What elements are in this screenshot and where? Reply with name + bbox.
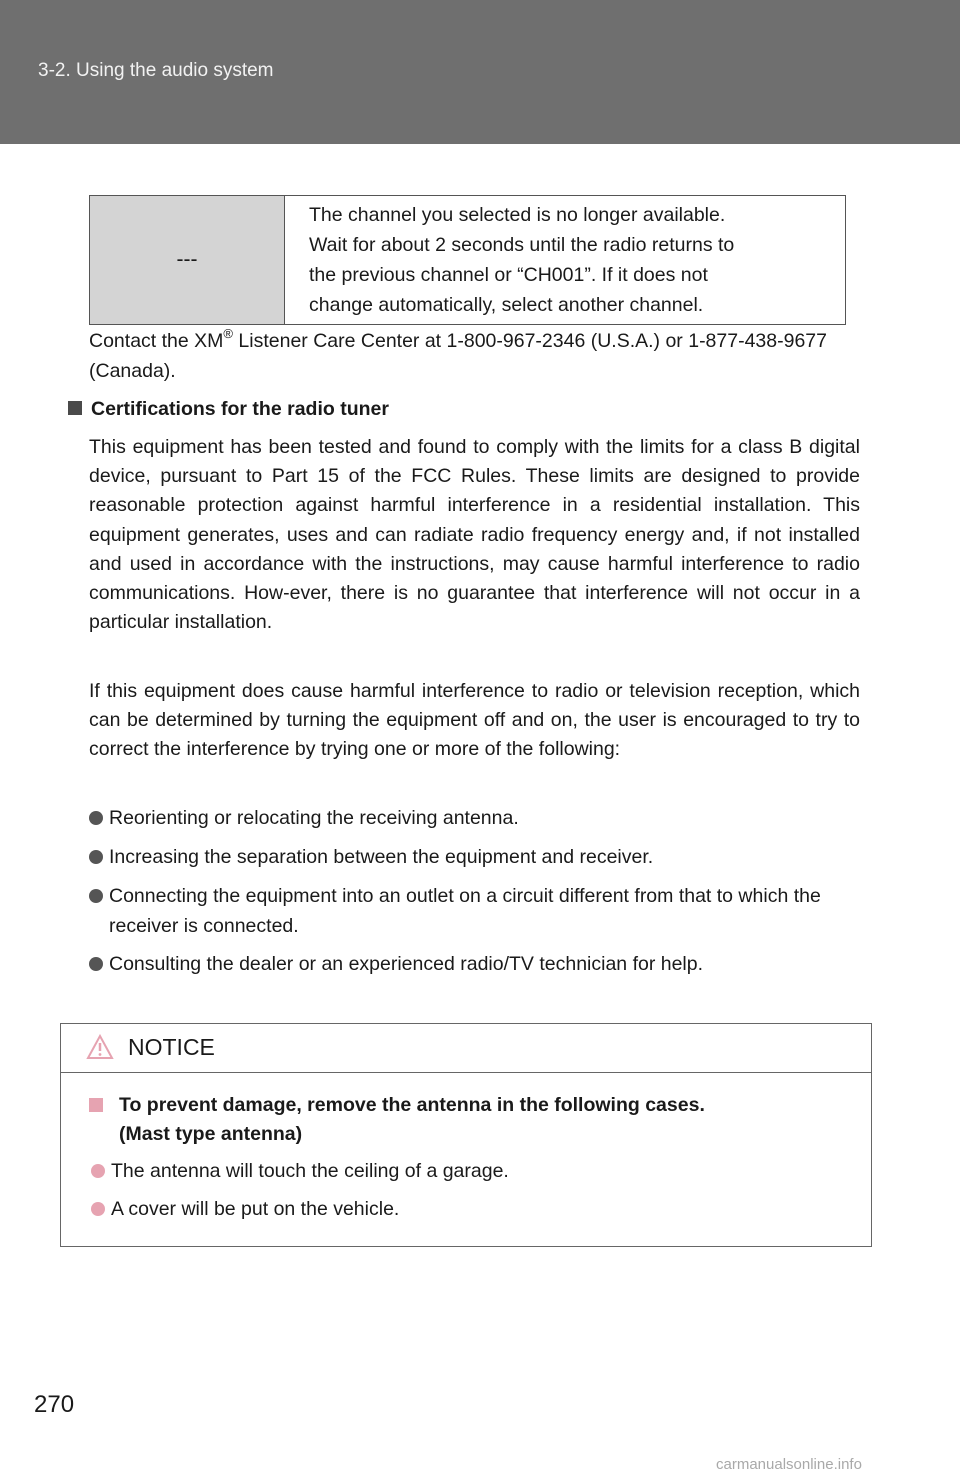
- list-item-text: Consulting the dealer or an experienced radio/TV technician for help.: [109, 953, 704, 975]
- notice-box: [60, 1023, 872, 1247]
- bullet-dot-icon: [89, 850, 103, 864]
- watermark: carmanualsonline.info: [716, 1456, 862, 1473]
- description-line: the previous channel or “CH001”. If it does not: [309, 264, 708, 286]
- section-title: 3-2. Using the audio system: [38, 60, 274, 81]
- bullet-dot-icon: [89, 889, 103, 903]
- square-bullet-icon: [89, 1098, 103, 1112]
- bullet-dot-icon: [91, 1202, 105, 1216]
- description-line: The channel you selected is no longer available.: [309, 204, 726, 226]
- page-number: 270: [34, 1391, 75, 1418]
- contact-part2: Listener Care Center at 1-800-967-2346 (U.S.A.) or 1-877-438-9677 (Canada).: [89, 330, 827, 382]
- certifications-heading: [68, 398, 389, 421]
- description-line: change automatically, select another channel.: [309, 294, 704, 316]
- contact-text: [89, 326, 859, 386]
- certifications-paragraph-2: If this equipment does cause harmful interference to radio or television reception, which can be determined by turning the equipment off and on, the user is encouraged to try to correct the interference by trying one or more of the following:: [89, 680, 860, 761]
- certifications-paragraph-1: This equipment has been tested and found to comply with the limits for a class B digital device, pursuant to Part 15 of the FCC Rules. These limits are designed to provide reasonable protection against harmful interference in a residential installation. This equipment generates, uses and can radiate radio frequency energy and, if not installed and used in accordance with the instructions, may cause harmful interference to radio communications. How-ever, there is no guarantee that interference will not occur in a particular installation.: [89, 436, 860, 634]
- notice-item-text: A cover will be put on the vehicle.: [111, 1198, 400, 1220]
- notice-heading-line: (Mast type antenna): [119, 1123, 303, 1145]
- notice-item-text: The antenna will touch the ceiling of a garage.: [111, 1160, 509, 1182]
- status-table: [89, 195, 846, 325]
- list-item: [89, 881, 859, 941]
- bullet-dot-icon: [89, 957, 103, 971]
- list-item: [89, 803, 859, 833]
- heading-text: Certifications for the radio tuner: [91, 398, 389, 420]
- bullet-dot-icon: [89, 811, 103, 825]
- status-description: [285, 196, 845, 324]
- list-item: [89, 949, 859, 979]
- list-item-text: Connecting the equipment into an outlet on a circuit different from that to which the receiver is connected.: [109, 885, 821, 937]
- list-item: [89, 842, 859, 872]
- notice-heading-line: To prevent damage, remove the antenna in the following cases.: [119, 1094, 705, 1116]
- list-item-text: Reorienting or relocating the receiving antenna.: [109, 807, 519, 829]
- status-code: ---: [90, 196, 285, 324]
- square-bullet-icon: [68, 401, 82, 415]
- contact-part1: Contact the XM: [89, 330, 224, 352]
- page-header: [0, 0, 960, 144]
- list-item-text: Increasing the separation between the equipment and receiver.: [109, 846, 654, 868]
- notice-title: NOTICE: [128, 1034, 215, 1060]
- notice-heading: [91, 1091, 705, 1149]
- registered-mark: ®: [223, 326, 233, 341]
- notice-list-item: [91, 1156, 509, 1186]
- warning-triangle-icon: [86, 1034, 114, 1060]
- notice-list-item: [91, 1194, 399, 1224]
- bullet-dot-icon: [91, 1164, 105, 1178]
- notice-header: [61, 1024, 871, 1073]
- description-line: Wait for about 2 seconds until the radio returns to: [309, 234, 735, 256]
